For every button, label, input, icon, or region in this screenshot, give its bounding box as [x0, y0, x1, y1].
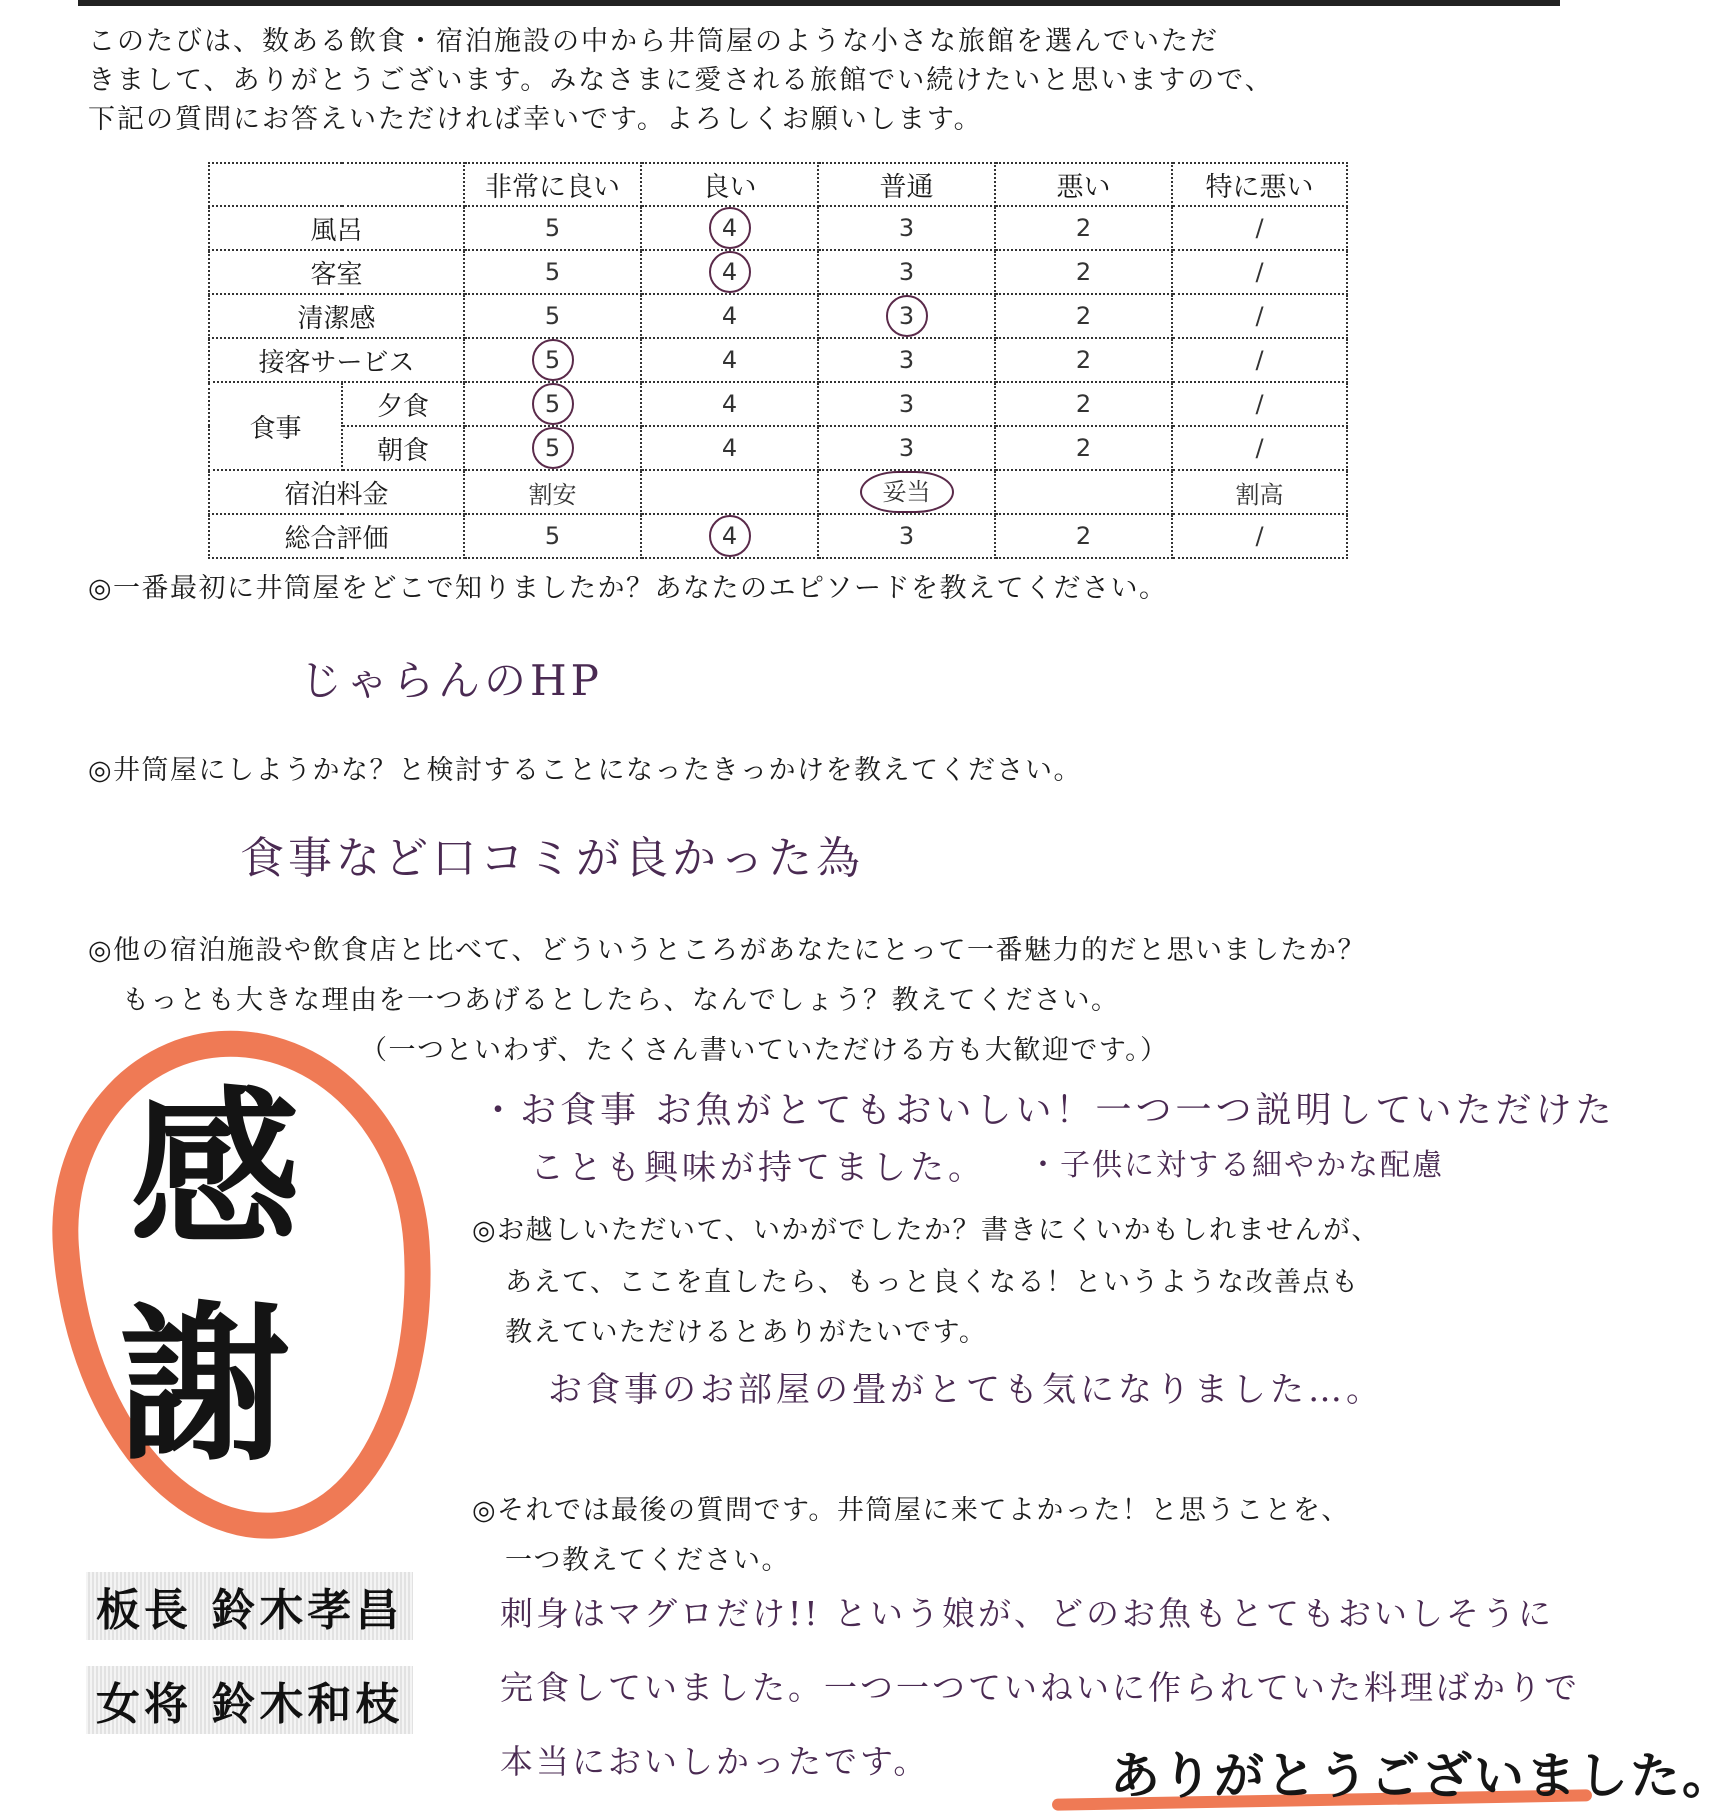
- rating-cell: [1172, 294, 1347, 338]
- intro-line: きまして、ありがとうございます。みなさまに愛される旅館でい続けたいと思いますので、: [88, 65, 1274, 96]
- rating-cell: [464, 514, 641, 558]
- rating-cell: [464, 250, 641, 294]
- selected-rating: 5: [532, 339, 574, 381]
- table-row: [209, 206, 1347, 250]
- answer-5-line-3: 本当においしかったです。: [500, 1742, 930, 1781]
- row-label: 宿泊料金: [209, 470, 464, 514]
- rating-cell: [641, 382, 818, 426]
- rating-value: 2: [1075, 522, 1092, 550]
- rating-cell: [995, 514, 1172, 558]
- intro-line: このたびは、数ある飲食・宿泊施設の中から井筒屋のような小さな旅館を選んでいただ: [88, 26, 1219, 57]
- answer-3-line-3: ・子供に対する細やかな配慮: [1028, 1148, 1444, 1183]
- rating-cell: [641, 338, 818, 382]
- selected-rating: 3: [886, 295, 928, 337]
- answer-5-line-2: 完食していました。一つ一つていねいに作られていた料理ばかりで: [500, 1668, 1580, 1707]
- question-3-line-3: （一つといわず、たくさん書いていただける方も大歓迎です。）: [360, 1035, 1169, 1066]
- seal-character-kan: 感: [130, 1070, 301, 1270]
- table-row: [209, 426, 1347, 470]
- question-5-line-2: 一つ教えてください。: [505, 1545, 790, 1576]
- rating-value: /: [1255, 434, 1264, 462]
- rating-cell: [1172, 514, 1347, 558]
- table-header-row: [209, 163, 1347, 206]
- rating-value: /: [1255, 522, 1264, 550]
- question-3-line-2: もっとも大きな理由を一つあげるとしたら、なんでしょう？教えてください。: [122, 985, 1120, 1016]
- answer-3-line-2: ことも興味が持てました。: [530, 1148, 986, 1188]
- rating-value: 3: [898, 522, 915, 550]
- rating-cell: [818, 382, 995, 426]
- table-row: [209, 250, 1347, 294]
- table-row: [209, 294, 1347, 338]
- header-good: 良い: [641, 163, 818, 206]
- rating-value: 4: [721, 346, 738, 374]
- question-4-line-2: あえて、ここを直したら、もっと良くなる！というような改善点も: [505, 1267, 1360, 1298]
- table-row: [209, 338, 1347, 382]
- row-label: 接客サービス: [209, 338, 464, 382]
- ratings-table: [208, 162, 1348, 559]
- rating-cell: [1172, 338, 1347, 382]
- selected-rating: 4: [709, 251, 751, 293]
- seal-character-sha: 謝: [120, 1285, 291, 1485]
- rating-cell: [1172, 206, 1347, 250]
- selected-rating: 5: [532, 383, 574, 425]
- rating-value: /: [1255, 214, 1264, 242]
- rating-value: 2: [1075, 346, 1092, 374]
- intro-line: 下記の質問にお答えいただければ幸いです。よろしくお願いします。: [88, 104, 983, 135]
- rating-cell: [464, 426, 641, 470]
- table-row: [209, 514, 1347, 558]
- rating-cell: [641, 250, 818, 294]
- rating-value: 4: [721, 302, 738, 330]
- rating-value: 5: [544, 522, 561, 550]
- rating-cell: [1172, 426, 1347, 470]
- answer-5-line-1: 刺身はマグロだけ!! という娘が、どのお魚もとてもおいしそうに: [500, 1594, 1555, 1633]
- row-label: 風呂: [209, 206, 464, 250]
- rating-value: 3: [898, 434, 915, 462]
- rating-cell: [818, 470, 995, 514]
- rating-value: 2: [1075, 390, 1092, 418]
- row-label: 清潔感: [209, 294, 464, 338]
- header-excellent: 非常に良い: [464, 163, 641, 206]
- row-label: 朝食: [342, 426, 464, 470]
- question-5-line-1: ◎それでは最後の質問です。井筒屋に来てよかった！と思うことを、: [472, 1495, 1350, 1526]
- rating-value: 3: [898, 258, 915, 286]
- rating-value: 2: [1075, 302, 1092, 330]
- rating-cell: [464, 338, 641, 382]
- rating-cell: [818, 250, 995, 294]
- rating-value: 2: [1075, 434, 1092, 462]
- rating-value: 5: [544, 214, 561, 242]
- rating-value: 4: [721, 434, 738, 462]
- row-label: 夕食: [342, 382, 464, 426]
- rating-value: /: [1255, 390, 1264, 418]
- answer-3-line-1: ・お食事 お魚がとてもおいしい！一つ一つ説明していただけた: [480, 1090, 1616, 1131]
- rating-cell: [464, 470, 641, 514]
- header-bad: 悪い: [995, 163, 1172, 206]
- okami-name-stamp: 女将 鈴木和枝: [86, 1666, 413, 1734]
- table-row: [209, 382, 1347, 426]
- row-label: 総合評価: [209, 514, 464, 558]
- question-2: ◎井筒屋にしようかな？と検討することになったきっかけを教えてください。: [88, 755, 1083, 786]
- rating-value: 3: [898, 346, 915, 374]
- header-average: 普通: [818, 163, 995, 206]
- question-3-line-1: ◎他の宿泊施設や飲食店と比べて、どういうところがあなたにとって一番魅力的だと思いましたか？: [88, 935, 1366, 966]
- rating-value: 割高: [1235, 480, 1284, 509]
- closing-thanks: ありがとうございました。: [1110, 1746, 1734, 1805]
- rating-cell: [995, 206, 1172, 250]
- rating-value: 2: [1075, 214, 1092, 242]
- rating-value: 3: [898, 214, 915, 242]
- selected-rating: 5: [532, 427, 574, 469]
- rating-value: /: [1255, 302, 1264, 330]
- selected-rating: 4: [709, 207, 751, 249]
- row-label: 客室: [209, 250, 464, 294]
- header-very-bad: 特に悪い: [1172, 163, 1347, 206]
- question-1: ◎一番最初に井筒屋をどこで知りましたか？あなたのエピソードを教えてください。: [88, 573, 1168, 604]
- meal-group-label: 食事: [209, 382, 342, 470]
- rating-cell: [818, 338, 995, 382]
- rating-value: 5: [544, 302, 561, 330]
- chef-name-stamp: 板長 鈴木孝昌: [86, 1572, 413, 1640]
- question-4-line-3: 教えていただけるとありがたいです。: [505, 1317, 988, 1348]
- question-4-line-1: ◎お越しいただいて、いかがでしたか？書きにくいかもしれませんが、: [472, 1215, 1381, 1246]
- rating-value: /: [1255, 258, 1264, 286]
- rating-value: /: [1255, 346, 1264, 374]
- rating-cell: [995, 294, 1172, 338]
- answer-2: 食事など口コミが良かった為: [240, 833, 864, 884]
- rating-cell: [818, 294, 995, 338]
- rating-cell: [641, 470, 818, 514]
- rating-value: 4: [721, 390, 738, 418]
- table-row: [209, 470, 1347, 514]
- rating-cell: [464, 294, 641, 338]
- rating-cell: [995, 470, 1172, 514]
- rating-cell: [818, 206, 995, 250]
- rating-cell: [1172, 470, 1347, 514]
- rating-cell: [995, 382, 1172, 426]
- rating-cell: [641, 426, 818, 470]
- rating-cell: [995, 426, 1172, 470]
- rating-cell: [818, 426, 995, 470]
- rating-cell: [464, 382, 641, 426]
- intro-text: [88, 22, 1488, 139]
- top-rule: [78, 0, 1560, 6]
- rating-cell: [995, 250, 1172, 294]
- rating-cell: [641, 206, 818, 250]
- rating-value: 5: [544, 258, 561, 286]
- answer-4: お食事のお部屋の畳がとても気になりました…。: [548, 1370, 1384, 1410]
- rating-cell: [1172, 250, 1347, 294]
- rating-cell: [818, 514, 995, 558]
- selected-rating: 4: [709, 515, 751, 557]
- rating-cell: [995, 338, 1172, 382]
- rating-value: 2: [1075, 258, 1092, 286]
- answer-1: じゃらんのHP: [300, 656, 603, 705]
- selected-rating: 妥当: [860, 471, 954, 513]
- rating-cell: [1172, 382, 1347, 426]
- header-blank: [209, 163, 464, 206]
- rating-cell: [641, 514, 818, 558]
- rating-cell: [641, 294, 818, 338]
- rating-value: 割安: [528, 480, 577, 509]
- rating-cell: [464, 206, 641, 250]
- rating-value: 3: [898, 390, 915, 418]
